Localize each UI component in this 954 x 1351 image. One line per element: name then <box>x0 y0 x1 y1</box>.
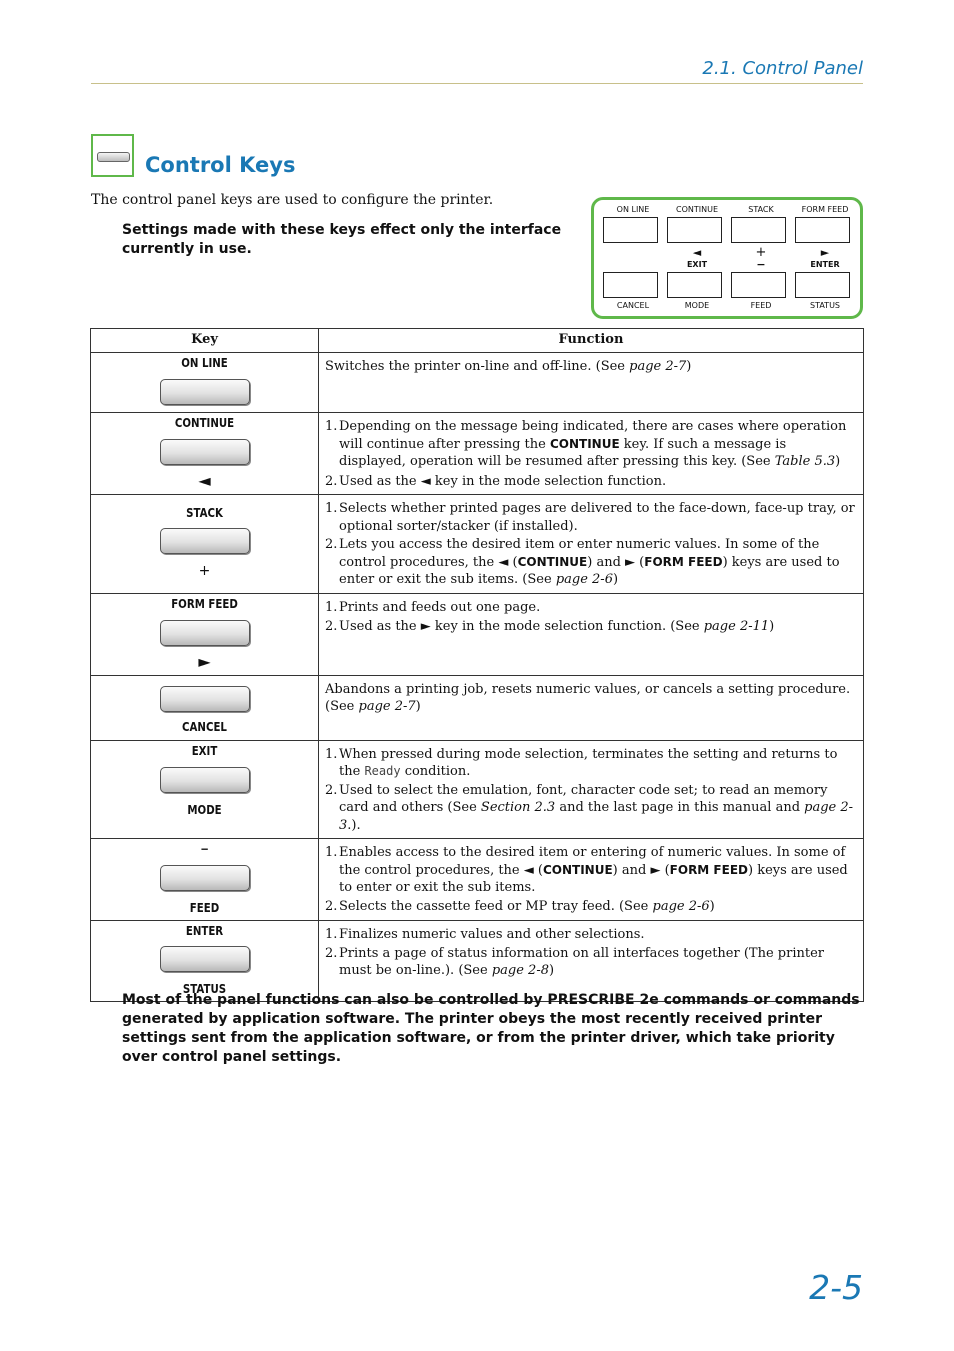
key-label-stack: STACK <box>186 506 223 520</box>
panel-key-formfeed <box>795 217 850 243</box>
panel-label-exit: EXIT <box>686 260 708 269</box>
panel-label-cancel: CANCEL <box>616 301 650 310</box>
panel-right-arrow: ► <box>820 246 830 259</box>
list-item: 2. Lets you access the desired item or enter numeric values. In some of the control procedures, the ◄ (CONTINUE) and ► (FORM FEED) keys are used to enter or exit the sub items. (See page 2-6) <box>325 537 840 587</box>
table-row <box>91 593 864 675</box>
list-item: 1. When pressed during mode selection, terminates the setting and returns to the Ready condition. <box>325 746 838 779</box>
panel-label-continue: CONTINUE <box>675 205 718 214</box>
online-desc: Switches the printer on-line and off-line. (See <box>325 359 630 374</box>
key-label-continue: CONTINUE <box>174 416 235 430</box>
list-item: 2. Used to select the emulation, font, character code set; to read an memory card and others (See Section 2.3 and the last page in this manual and page 2-3.). <box>325 782 854 833</box>
note-top: Settings made with these keys effect only the interface currently in use. <box>122 222 562 257</box>
intro-text: The control panel keys are used to configure the printer. <box>91 192 494 208</box>
online-ref: page 2-7 <box>629 359 687 374</box>
key-icon <box>91 134 134 177</box>
list-item: 1. Enables access to the desired item or entering of numeric values. In some of the control procedures, the ◄ (CONTINUE) and ► (FORM FEED) keys are used to enter or exit the sub items. <box>325 845 848 895</box>
plus-icon: + <box>198 563 211 579</box>
list-item: 1. Selects whether printed pages are delivered to the face-down, face-up tray, or optional sorter/stacker (if installed). <box>325 501 855 534</box>
panel-label-online: ON LINE <box>616 205 650 214</box>
feed-list <box>325 844 855 915</box>
list-item: 1. Finalizes numeric values and other selections. <box>325 927 645 942</box>
table-row <box>91 921 864 1002</box>
status-list <box>325 926 855 980</box>
panel-key-cancel <box>603 272 658 298</box>
control-keys-table <box>90 328 864 1002</box>
panel-key-feed <box>731 272 786 298</box>
list-item: 2. Selects the cassette feed or MP tray feed. (See page 2-6) <box>325 898 715 914</box>
header-rule <box>91 83 863 84</box>
list-item: 1. Prints and feeds out one page. <box>325 599 541 615</box>
section-title: Control Keys <box>145 153 296 177</box>
table-row <box>91 413 864 495</box>
formfeed-list <box>325 599 855 636</box>
formfeed-key-icon <box>160 620 250 646</box>
running-header: 2.1. Control Panel <box>702 58 863 79</box>
panel-label-feed: FEED <box>750 301 772 310</box>
status-key-icon <box>160 946 250 972</box>
note-bottom: Most of the panel functions can also be controlled by PRESCRIBE 2e commands or commands generated by application software. The printer obeys the most recently received printer settings sent from the application software, or from the printer driver, which take priority over control panel settings. <box>122 992 860 1065</box>
key-label-status: STATUS <box>182 982 227 996</box>
panel-key-continue <box>667 217 722 243</box>
key-label-formfeed: FORM FEED <box>171 596 238 611</box>
key-label-exit: EXIT <box>191 743 218 758</box>
header-key: Key <box>91 329 319 353</box>
table-row <box>91 839 864 921</box>
list-item: 1. Depending on the message being indicated, there are cases where operation will continue after pressing the CONTINUE key. If such a message is displayed, operation will be resumed after pressing this key. (See Table 5.3) <box>325 419 847 469</box>
key-label-online: ON LINE <box>181 356 228 370</box>
header-function: Function <box>319 329 864 353</box>
page-number: 2-5 <box>809 1268 863 1307</box>
continue-list <box>325 418 855 490</box>
table-row <box>91 740 864 839</box>
panel-minus: − <box>756 258 766 271</box>
mode-key-icon <box>160 767 250 793</box>
online-key-icon <box>160 379 250 405</box>
stack-key-icon <box>160 528 250 554</box>
panel-label-enter: ENTER <box>810 260 840 269</box>
list-item: 2. Used as the ► key in the mode selection function. (See page 2-11) <box>325 619 775 634</box>
table-row <box>91 495 864 594</box>
panel-label-mode: MODE <box>684 301 710 310</box>
control-panel-diagram <box>591 197 863 319</box>
list-item: 2. Prints a page of status information on all interfaces together (The printer must be on-line.). (See page 2-8) <box>325 945 824 978</box>
mode-list <box>325 746 855 835</box>
key-label-minus: − <box>200 842 209 856</box>
panel-key-mode <box>667 272 722 298</box>
panel-label-status: STATUS <box>809 301 840 310</box>
key-label-enter: ENTER <box>185 924 224 938</box>
panel-key-status <box>795 272 850 298</box>
panel-plus: + <box>755 245 767 260</box>
panel-key-online <box>603 217 658 243</box>
panel-key-stack <box>731 217 786 243</box>
continue-key-icon <box>160 439 250 465</box>
right-arrow-icon: ► <box>198 651 211 671</box>
list-item: 2. Used as the ◄ key in the mode selection function. <box>325 473 667 489</box>
panel-label-stack: STACK <box>748 205 774 214</box>
table-row: CANCEL Abandons a printing job, resets numeric values, or cancels a setting procedure. (See page 2-7) <box>91 675 864 740</box>
table-row: ON LINE Switches the printer on-line and off-line. (See page 2-7) <box>91 353 864 413</box>
stack-list <box>325 500 855 589</box>
panel-left-arrow: ◄ <box>692 246 702 259</box>
cancel-desc: Abandons a printing job, resets numeric values, or cancels a setting procedure. (See <box>325 681 851 714</box>
key-label-mode: MODE <box>187 802 222 817</box>
key-label-cancel: CANCEL <box>182 719 227 734</box>
panel-label-formfeed: FORM FEED <box>801 205 849 214</box>
key-label-feed: FEED <box>189 901 220 915</box>
feed-key-icon <box>160 865 250 891</box>
left-arrow-icon: ◄ <box>198 471 211 490</box>
table-header-row <box>91 329 864 353</box>
cancel-key-icon <box>160 686 250 712</box>
